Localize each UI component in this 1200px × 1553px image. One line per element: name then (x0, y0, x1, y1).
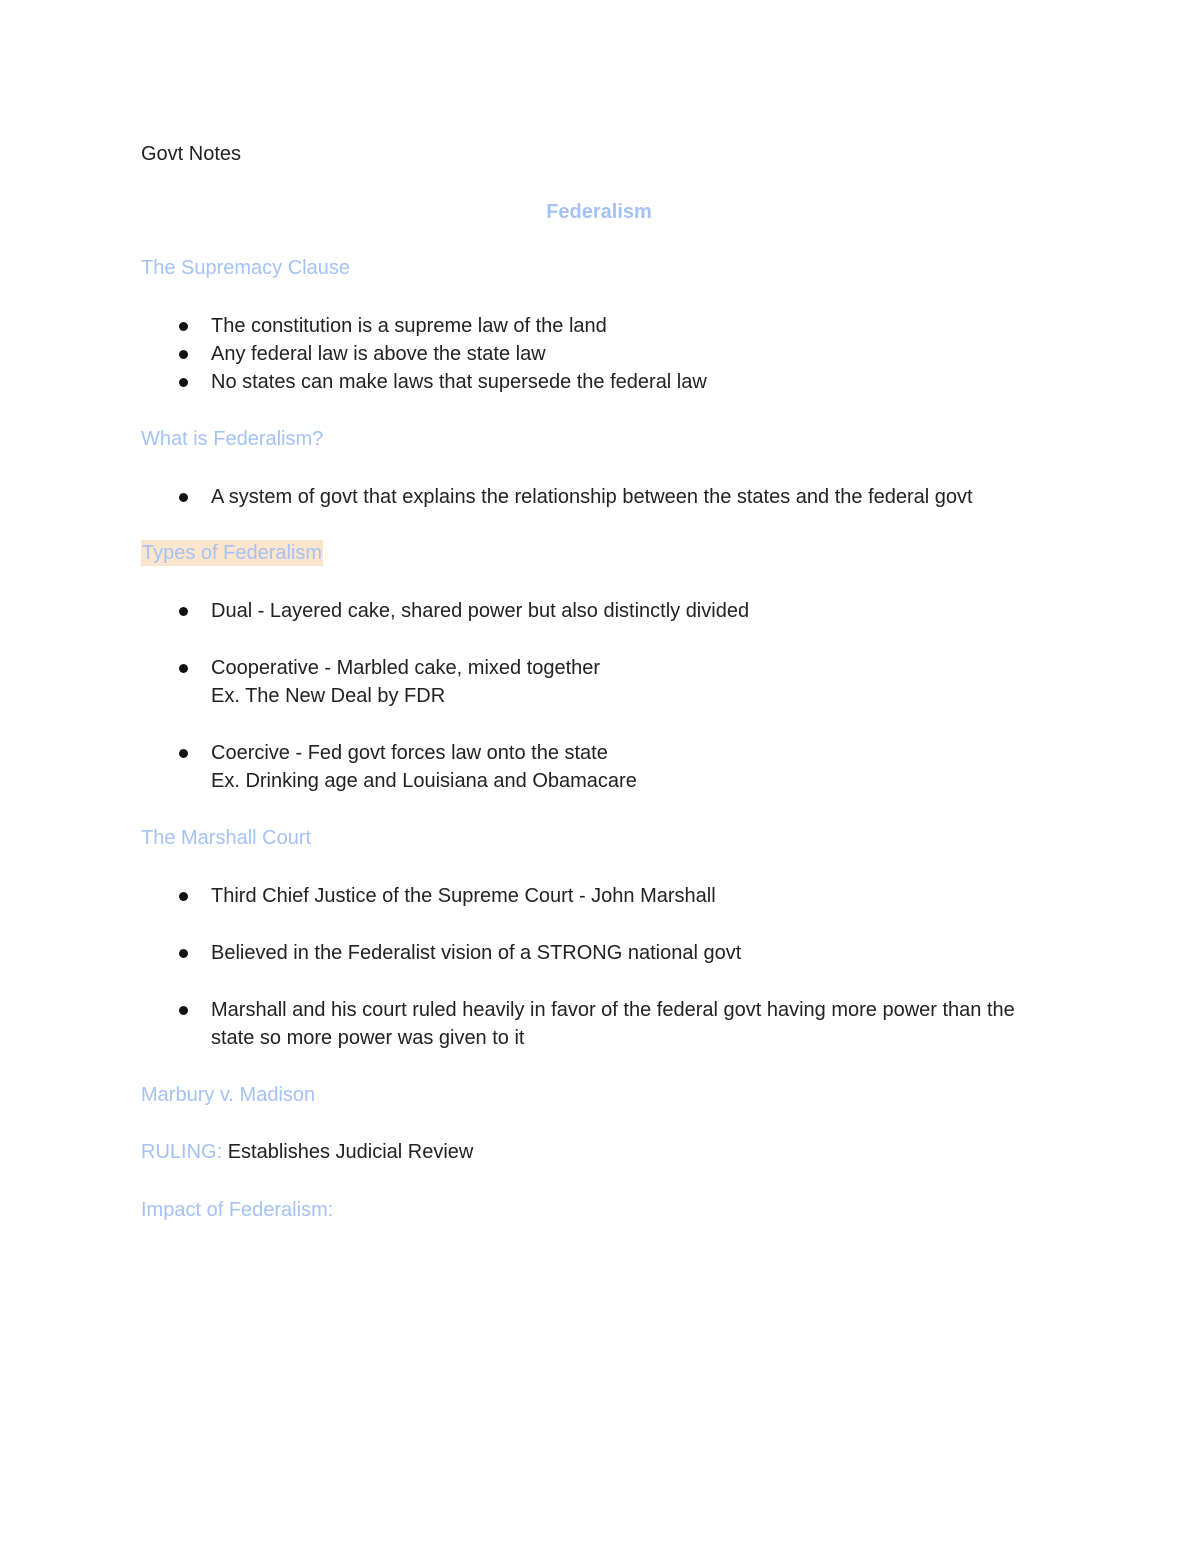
list-item: Believed in the Federalist vision of a STRONG national govt (141, 939, 1061, 967)
marshall-court-heading: The Marshall Court (141, 827, 312, 849)
bullet-icon (179, 493, 188, 502)
list-item: The constitution is a supreme law of the land (141, 312, 1061, 340)
list-item: A system of govt that explains the relationship between the states and the federal govt (141, 483, 1061, 511)
list-item: Dual - Layered cake, shared power but also distinctly divided (141, 597, 1061, 625)
bullet-icon (179, 350, 188, 359)
list-item: Third Chief Justice of the Supreme Court - John Marshall (141, 882, 1061, 910)
impact-of-federalism-heading: Impact of Federalism: (141, 1199, 334, 1221)
bullet-icon (179, 664, 188, 673)
ruling-label: RULING: (141, 1141, 223, 1163)
bullet-icon (179, 1006, 188, 1015)
main-heading: Federalism (546, 201, 652, 223)
bullet-icon (179, 322, 188, 331)
document-title: Govt Notes (141, 143, 242, 165)
bullet-icon (179, 749, 188, 758)
list-item: Any federal law is above the state law (141, 340, 1061, 368)
types-of-federalism-list (141, 597, 1061, 795)
what-is-federalism-list (141, 483, 1061, 511)
supremacy-clause-heading: The Supremacy Clause (141, 257, 350, 279)
marshall-court-list (141, 882, 1061, 1052)
bullet-icon (179, 378, 188, 387)
types-of-federalism-heading: Types of Federalism (142, 542, 323, 564)
list-item: No states can make laws that supersede the federal law (141, 368, 1061, 396)
ruling-line (141, 1139, 473, 1165)
what-is-federalism-heading: What is Federalism? (141, 428, 324, 450)
supremacy-clause-list (141, 312, 1061, 396)
bullet-icon (179, 949, 188, 958)
bullet-icon (179, 607, 188, 616)
bullet-icon (179, 892, 188, 901)
list-item: Marshall and his court ruled heavily in favor of the federal govt having more power than the state so more power was given to it (141, 996, 1061, 1052)
ruling-text: Establishes Judicial Review (227, 1141, 474, 1163)
list-item: Coercive - Fed govt forces law onto the state Ex. Drinking age and Louisiana and Obamacare (141, 739, 1061, 795)
list-item: Cooperative - Marbled cake, mixed together Ex. The New Deal by FDR (141, 654, 1061, 710)
marbury-v-madison-heading: Marbury v. Madison (141, 1084, 316, 1106)
